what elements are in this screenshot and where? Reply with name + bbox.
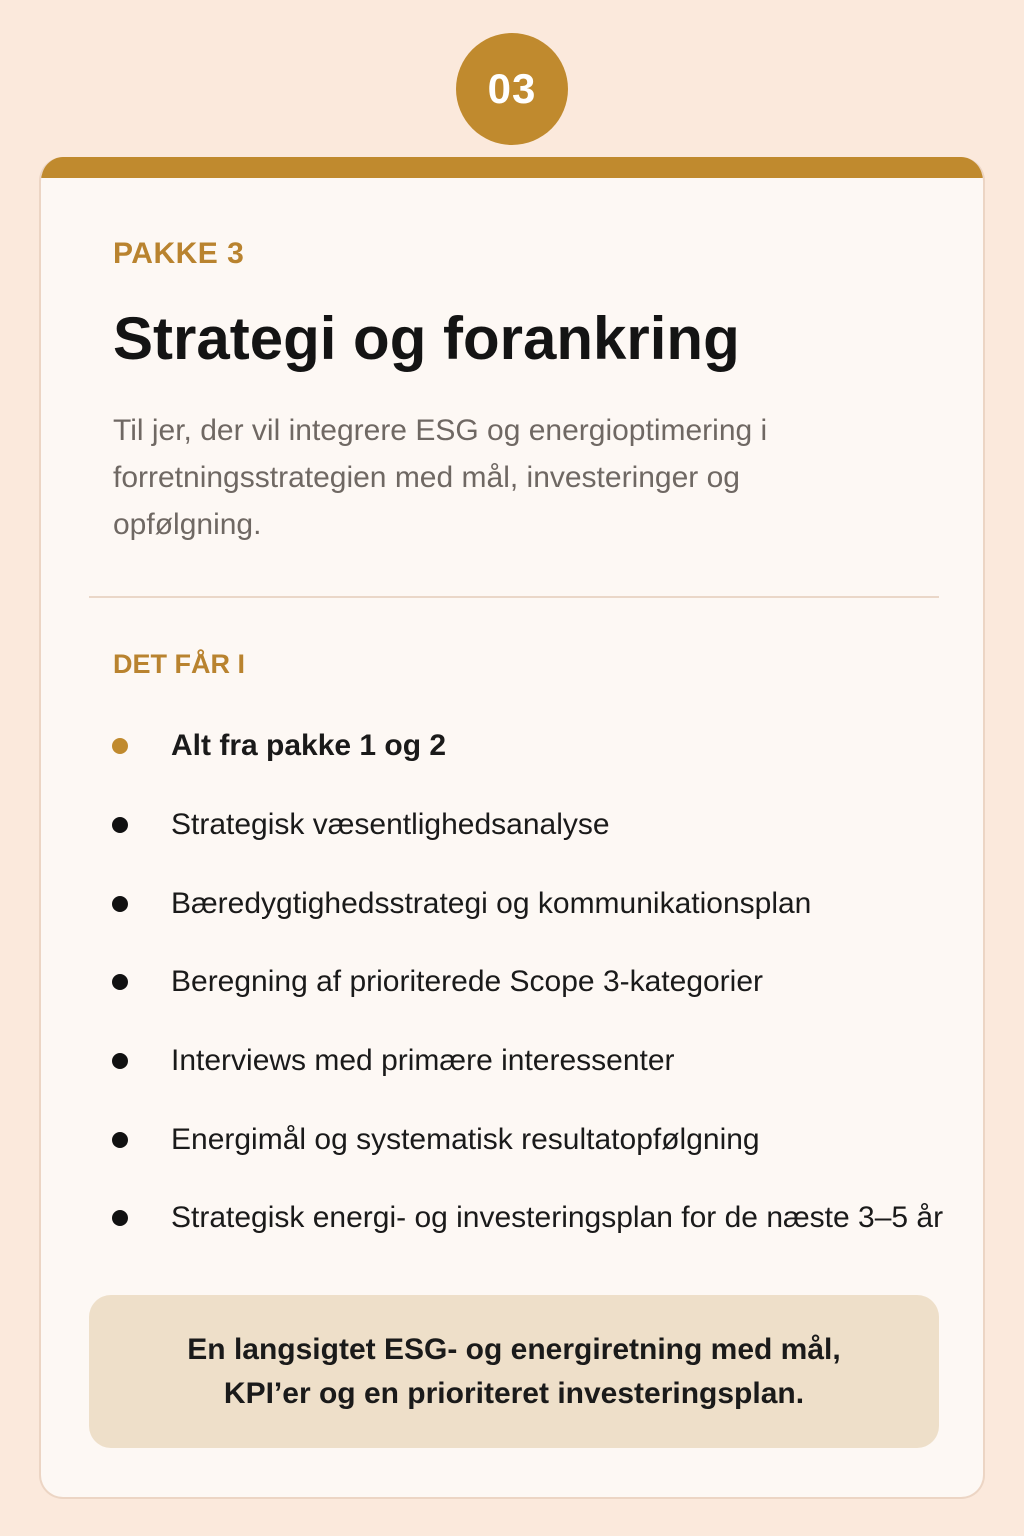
list-item-label: Beregning af prioriterede Scope 3-kategorier — [171, 965, 764, 999]
bullet-icon — [112, 1132, 128, 1148]
list-item — [41, 1100, 983, 1179]
list-item — [41, 707, 983, 786]
list-item-label: Alt fra pakke 1 og 2 — [171, 729, 447, 763]
list-item — [41, 943, 983, 1022]
list-item-label: Interviews med primære interessenter — [171, 1044, 675, 1078]
bullet-icon — [112, 1210, 128, 1226]
section-divider — [89, 596, 939, 598]
list-item-label: Bæredygtighedsstrategi og kommunikationsplan — [171, 886, 812, 920]
bullet-icon — [112, 1053, 128, 1069]
list-item-label: Energimål og systematisk resultatopfølgning — [171, 1122, 760, 1156]
step-number-badge: 03 — [456, 33, 568, 145]
bullet-icon — [112, 817, 128, 833]
list-item-label: Strategisk energi- og investeringsplan for de næste 3–5 år — [171, 1201, 944, 1235]
bullet-icon — [112, 896, 128, 912]
benefits-list — [41, 707, 983, 1258]
bullet-icon — [112, 738, 128, 754]
summary-callout — [89, 1295, 939, 1448]
package-title: Strategi og forankring — [113, 305, 740, 372]
package-card — [39, 157, 985, 1499]
card-accent-bar — [41, 157, 983, 178]
list-item — [41, 786, 983, 865]
bullet-icon — [112, 974, 128, 990]
list-item — [41, 864, 983, 943]
list-item-label: Strategisk væsentlighedsanalyse — [171, 808, 610, 842]
package-label: PAKKE 3 — [113, 237, 245, 270]
list-item — [41, 1179, 983, 1258]
benefits-section-label: DET FÅR I — [113, 649, 245, 679]
summary-text: En langsigtet ESG- og energiretning med mål, KPI’er og en prioriteret investeringsplan. — [187, 1332, 841, 1410]
package-description: Til jer, der vil integrere ESG og energioptimering i forretningsstrategien med mål, investeringer og opfølgning. — [113, 414, 768, 541]
list-item — [41, 1022, 983, 1101]
